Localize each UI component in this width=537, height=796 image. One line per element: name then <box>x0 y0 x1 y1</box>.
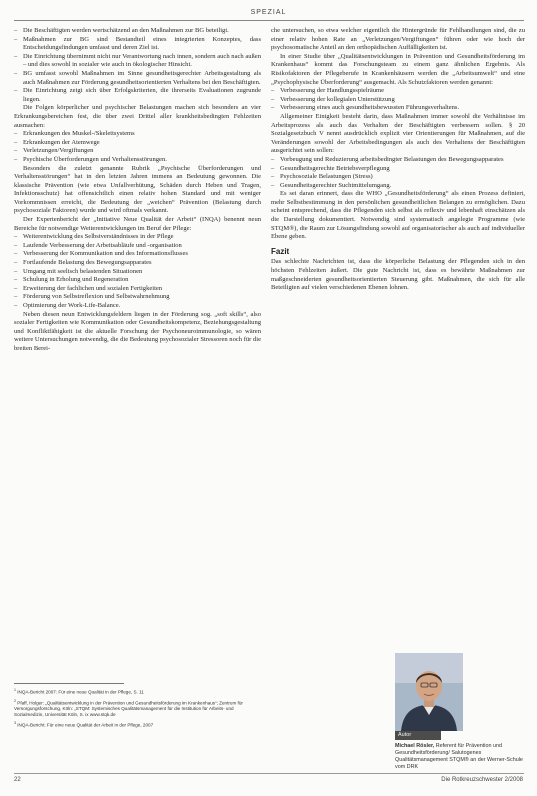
footnote <box>14 720 261 729</box>
footer-rule <box>14 773 524 774</box>
list-item: – Verbesserung der Handlungsspielräume <box>271 87 525 96</box>
header-rule <box>14 20 524 21</box>
list-item: – Erweiterung der fachlichen und sozialen Fertigkeiten <box>14 285 261 294</box>
orientation-list <box>271 156 525 190</box>
footnote-text: Pfaff, Holger: „Qualitätsentwicklung in der Prävention und Gesundheitsförderung im Krankenhaus“; Zentrum für Versorgungsforschung, Köln: „STQM: Systemisches Qualitätsmanagement für die Institution für Arbeits- und Sozialmedizin, Universität Köln, S. ix www.stqk.de <box>14 700 243 718</box>
list-item: – Förderung von Selbstreflexion und Selbstwahrnehmung <box>14 293 261 302</box>
list-item: – Schulung in Erholung und Regeneration <box>14 276 261 285</box>
list-item: – Verbesserung der kollegialen Unterstützung <box>271 96 525 105</box>
fazit-paragraph: Das schlechte Nachrichten ist, dass die körperliche Belastung der Pflegenden sich in den höchsten Fehlzeiten äußert. Die gute Nachricht ist, dass es bewährte Maßnahmen zur maßgeschneiderten gesundheitsorientierten Steuerung gibt. Maßnahmen, die sich für alle Beteiligten auf vielen verschiedenen Ebenen lohnen. <box>271 258 525 292</box>
paragraph: Neben diesen neun Entwicklungsfeldern liegen in der Förderung sog. „soft skills“, also sozialer Fertigkeiten wie Kommunikation oder Gesundheitskompetenz, Beziehungsgestaltung und Konfliktfähigkeit ist die aktuelle Forschung der Psychoneuroimmunologie, so wären weitere Untersuchungen notwendig, die die Bedeutung psychosozialer Stressoren noch für die breiten Berei- <box>14 310 261 352</box>
list-item: – Gesundheitsgerechter Suchtmittelumgang. <box>271 182 525 191</box>
disease-list <box>14 130 261 164</box>
development-areas-list <box>14 233 261 310</box>
footnote-text: INQA-Bericht 2007: Für eine neue Qualität in der Pflege, S. 11 <box>17 689 144 695</box>
list-item: – Vorbeugung und Reduzierung arbeitsbedingter Belastungen des Bewegungsapparates <box>271 156 525 165</box>
list-item: – Gesundheitsgerechte Betriebsverpflegung <box>271 165 525 174</box>
list-item: – Die Einrichtung zeigt sich über Erfolgskriterien, die ihrerseits Evaluationen zugrunde liegen. <box>14 87 261 104</box>
paragraph: Es sei daran erinnert, dass die WHO „Gesundheitsförderung“ als einen Prozess definiert, mehr Selbstbestimmung in den persönlichen gesundheitlichen Belangen zu ermöglichen. Dazu scheint entsprechend, dass die Pflegenden sich selbst als reflexiv und lebenhaft einschätzen als die Darstellung dokumentiert. Notwendig sind systematisch angelegte Programme (wie STQM®), die Raum zur Lösungsfindung sowohl auf organisatorischer als auch auf individueller Ebene geben. <box>271 190 525 241</box>
list-item: – Verletzungen/Vergiftungen <box>14 147 261 156</box>
list-item: – Verbesserung der Kommunikation und des Informationsflusses <box>14 250 261 259</box>
list-item: – Die Beschäftigten werden wertschätzend an den Maßnahmen zur BG beteiligt. <box>14 27 261 36</box>
criteria-list <box>14 27 261 104</box>
list-item: – Optimierung der Work-Life-Balance. <box>14 302 261 311</box>
footnote-number: 1 <box>14 688 16 692</box>
footnote <box>14 698 261 719</box>
paragraph: Die Folgen körperlicher und psychischer Belastungen machen sich besonders an vier Erkrankungsbereichen fest, die über zwei Drittel aller krankheitsbedingten Fehlzeiten ausmachen: <box>14 104 261 129</box>
fazit-heading: Fazit <box>271 246 290 256</box>
list-item: – Maßnahmen zur BG sind Bestandteil eines integrierten Konzeptes, dass Entscheidungsfindungen umfasst und deren Ziel ist. <box>14 36 261 53</box>
list-item: – Psychosoziale Belastungen (Stress) <box>271 173 525 182</box>
right-column <box>271 27 525 293</box>
list-item: – Laufende Verbesserung der Arbeitsabläufe und -organisation <box>14 242 261 251</box>
footnote <box>14 687 261 696</box>
list-item: – Psychische Überforderungen und Verhaltensstörungen. <box>14 156 261 165</box>
footnote-number: 2 <box>14 698 16 703</box>
list-item: – Umgang mit seelisch belastenden Situationen <box>14 268 261 277</box>
list-item: – Erkrankungen des Muskel-/Skelettsystems <box>14 130 261 139</box>
paragraph: Besonders die zuletzt genannte Rubrik „Psychische Überforderungen und Verhaltensstörungen“ hat in den letzten Jahren immens an Bedeutung gewonnen. Die klassische Prävention (wie etwa Unfallverhütung, Schäden durch Heben und Tragen, Infektionsschutz) hat offensichtlich einen relativ hohen Standard und mit weniger Vorkommnissen erreicht, die Bedeutung der „weichen“ Prävention (Belastung durch psychosoziale Faktoren) wurde und wird oftmals verkannt. <box>14 164 261 215</box>
section-header: SPEZIAL <box>250 9 287 16</box>
list-item: – Fortlaufende Belastung des Bewegungsapparates <box>14 259 261 268</box>
list-item: – Verbesserung eines auch gesundheitsbewussten Führungsverhaltens. <box>271 104 525 113</box>
author-tag: Autor <box>395 731 441 740</box>
author-bio <box>395 743 523 771</box>
journal-title: Die Rotkreuzschwester 2/2008 <box>441 777 523 783</box>
footnote-text: INQA-Bericht: Für eine neue Qualität der Arbeit in der Pflege, 2007 <box>17 722 154 728</box>
list-item: – BG umfasst sowohl Maßnahmen im Sinne gesundheitsgerechter Arbeitsgestaltung als auch Maßnahmen zur Förderung gesundheitsorientierten Verhaltens bei den Beschäftigten. <box>14 70 261 87</box>
list-item: – Weiterentwicklung des Selbstverständnisses in der Pflege <box>14 233 261 242</box>
author-name: Michael Rösler, <box>395 743 435 749</box>
paragraph: Der Expertenbericht der „Initiative Neue Qualität der Arbeit“ (INQA) benennt neun Bereiche für notwendige Weiterentwicklungen im Beruf der Pflege: <box>14 216 261 232</box>
paragraph: In einer Studie über „Qualitätsentwicklungen in Prävention und Gesundheitsförderung im Krankenhaus“ kommt das Forschungsteam zu einem ganz ähnlichen Ergebnis. Als Risikofaktoren der Pflegeberufe in Krankenhäusern werden die „Arbeitsumwelt“ und eine „Psychophysische Überforderung“ ausgemacht. Als Schutzfaktoren werden genannt: <box>271 52 525 86</box>
page-number: 22 <box>14 777 21 783</box>
footnotes <box>14 683 261 731</box>
footnote-number: 3 <box>14 721 16 726</box>
left-column <box>14 27 261 354</box>
protective-factors-list <box>271 87 525 113</box>
author-description: Referent für Prävention und Gesundheitsförderung/ Salutogenes Qualitätsmanagement STQM® an der Werner-Schule vom DRK <box>395 743 523 770</box>
paragraph: Allgemeiner Einigkeit besteht darin, dass Maßnahmen immer sowohl die Verhältnisse im Arbeitsprozess als auch das Verhalten der Beschäftigten verbessern sollen. § 20 Sozialgesetzbuch V nennt ausdrücklich explizit vier Orientierungen für Maßnahmen, auf die Veränderungen sowohl der Arbeitsbedingungen als auch des Verhaltens der Beschäftigten ausgerichtet sein sollen: <box>271 112 525 155</box>
author-portrait-icon <box>395 653 463 731</box>
list-item: – Die Einrichtung übernimmt nicht nur Verantwortung nach innen, sondern auch nach außen – und dies sowohl in sozialer wie auch in ökologischer Hinsicht. <box>14 53 261 70</box>
paragraph: che untersuchen, so etwa welcher eigentlich die Hintergründe für Fehlhandlungen sind, die zu einer relativ hohen Rate an „Verletzungen/Vergiftungen“ führen oder wie hoch der psychosomatische Anteil an den orthopädischen Auffälligkeiten ist. <box>271 27 525 52</box>
footnote-rule <box>14 683 124 684</box>
author-photo <box>395 653 463 731</box>
list-item: – Erkrankungen der Atemwege <box>14 139 261 148</box>
